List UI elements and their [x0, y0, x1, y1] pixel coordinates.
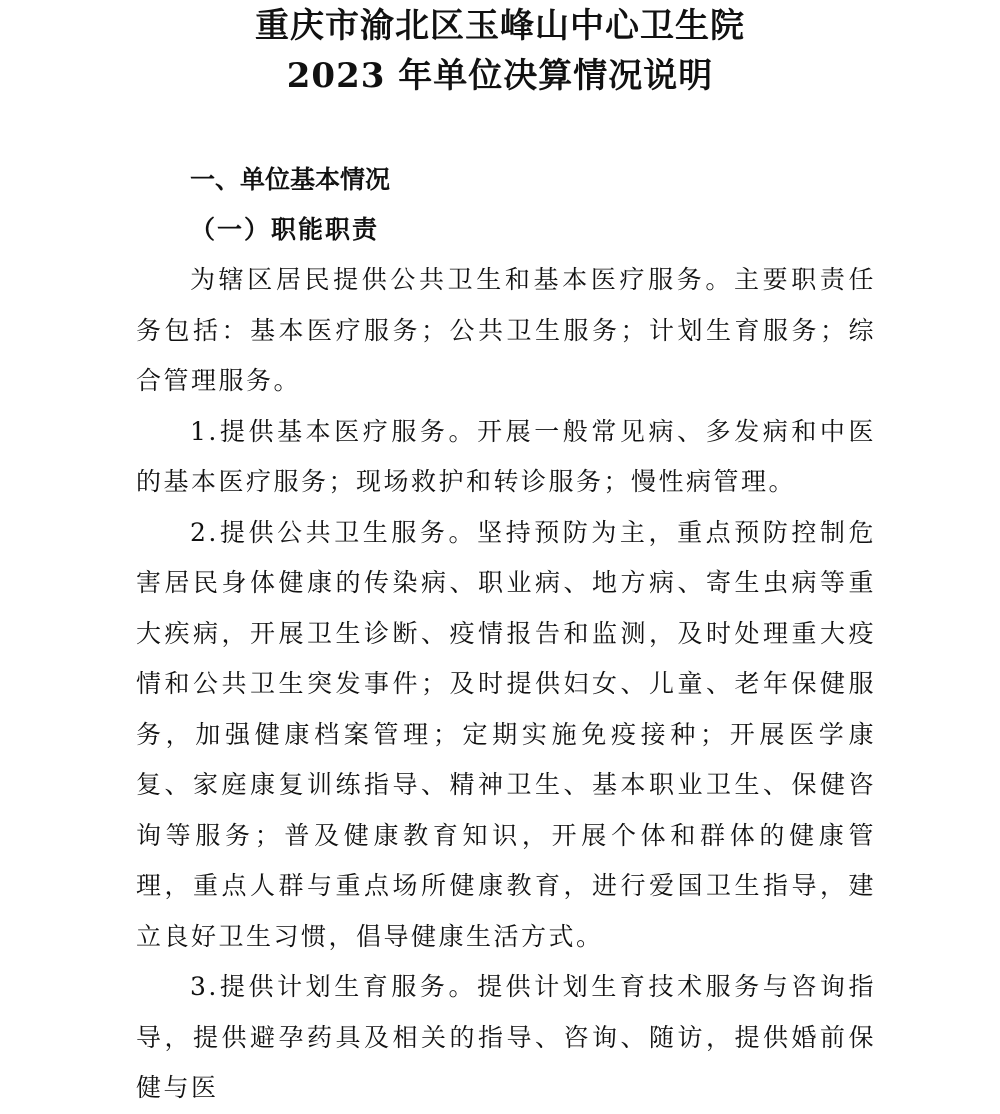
subsection-heading-functions: （一）职能职责 — [190, 215, 380, 244]
document-title-line-1: 重庆市渝北区玉峰山中心卫生院 — [255, 6, 745, 46]
paragraph-family-planning: 3.提供计划生育服务。提供计划生育技术服务与咨询指导，提供避孕药具及相关的指导、咨询、随访，提供婚前保健与医 — [136, 972, 876, 1102]
document-body — [136, 155, 876, 1114]
paragraph-public-health: 2.提供公共卫生服务。坚持预防为主，重点预防控制危害居民身体健康的传染病、职业病、地方病、寄生虫病等重大疾病，开展卫生诊断、疫情报告和监测，及时处理重大疫情和公共卫生突发事件；及时提供妇女、儿童、老年保健服务，加强健康档案管理；定期实施免疫接种；开展医学康复、家庭康复训练指导、精神卫生、基本职业卫生、保健咨询等服务；普及健康教育知识，开展个体和群体的健康管理，重点人群与重点场所健康教育，进行爱国卫生指导，建立良好卫生习惯，倡导健康生活方式。 — [136, 517, 876, 951]
paragraph-overview: 为辖区居民提供公共卫生和基本医疗服务。主要职责任务包括：基本医疗服务；公共卫生服务；计划生育服务；综合管理服务。 — [136, 265, 876, 395]
section-heading-basic-info: 一、单位基本情况 — [190, 165, 391, 194]
paragraph-medical-services: 1.提供基本医疗服务。开展一般常见病、多发病和中医的基本医疗服务；现场救护和转诊服务；慢性病管理。 — [136, 416, 876, 496]
document-title-line-2: 2023 年单位决算情况说明 — [286, 56, 714, 96]
